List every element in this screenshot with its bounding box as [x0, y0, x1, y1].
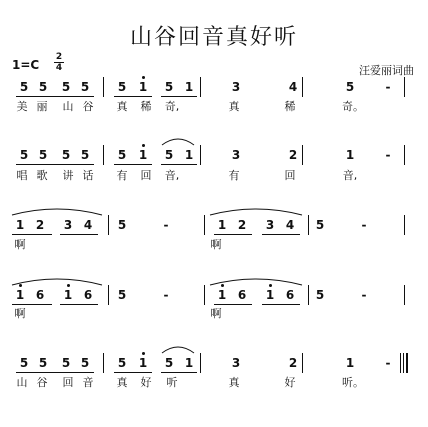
note: 5 [164, 356, 174, 370]
note: 1 [184, 356, 194, 370]
note: 1 [345, 356, 355, 370]
barline [108, 215, 109, 235]
lyric-syllable: 啊 [14, 307, 26, 320]
barline [103, 353, 104, 373]
note: 1 [265, 288, 275, 302]
lyric-syllable: 好 [284, 376, 296, 389]
note: 1 [138, 148, 148, 162]
lyric-syllable: 真 [228, 100, 240, 113]
note: - [163, 218, 169, 232]
slur [162, 136, 194, 146]
note: 2 [35, 218, 45, 232]
note: 5 [315, 288, 325, 302]
barline [404, 285, 405, 305]
note: 5 [38, 80, 48, 94]
eighth-underline [60, 234, 98, 235]
lyric-syllable: 回 [140, 169, 152, 182]
lyric-syllable: 讲 [62, 169, 74, 182]
lyric-syllable: 谷 [36, 376, 48, 389]
note: 3 [231, 356, 241, 370]
lyric-syllable: 有 [116, 169, 128, 182]
lyric-syllable: 真 [116, 376, 128, 389]
note: - [385, 148, 391, 162]
note: 5 [164, 80, 174, 94]
note: 6 [35, 288, 45, 302]
repeat-slur [12, 206, 102, 216]
eighth-underline [16, 164, 58, 165]
eighth-underline [161, 96, 197, 97]
note: - [385, 80, 391, 94]
note: - [385, 356, 391, 370]
note: 5 [117, 148, 127, 162]
lyric-syllable: 山 [62, 100, 74, 113]
barline [108, 285, 109, 305]
note: 5 [38, 148, 48, 162]
eighth-underline [114, 96, 152, 97]
barline [103, 145, 104, 165]
lyric-syllable: 山 [16, 376, 28, 389]
note: 6 [285, 288, 295, 302]
final-barline [403, 353, 404, 373]
note: 1 [217, 288, 227, 302]
lyric-syllable: 听。 [342, 376, 364, 389]
note: 5 [345, 80, 355, 94]
note: 5 [80, 80, 90, 94]
lyric-syllable: 话 [82, 169, 94, 182]
note: 5 [19, 148, 29, 162]
eighth-underline [214, 234, 252, 235]
lyric-syllable: 真 [116, 100, 128, 113]
eighth-underline [161, 372, 197, 373]
eighth-underline [262, 234, 300, 235]
slur [162, 344, 194, 354]
note: 4 [288, 80, 298, 94]
barline [308, 285, 309, 305]
note: 1 [184, 148, 194, 162]
barline [103, 77, 104, 97]
note: 5 [117, 356, 127, 370]
lyric-syllable: 啊 [210, 307, 222, 320]
repeat-slur [210, 276, 302, 286]
note: 6 [83, 288, 93, 302]
lyric-syllable: 稀 [284, 100, 296, 113]
eighth-underline [12, 304, 52, 305]
note: 1 [138, 80, 148, 94]
note: 5 [117, 288, 127, 302]
note: 5 [117, 218, 127, 232]
lyric-syllable: 唱 [16, 169, 28, 182]
eighth-underline [58, 164, 94, 165]
note: 5 [38, 356, 48, 370]
repeat-slur [210, 206, 302, 216]
eighth-underline [262, 304, 300, 305]
note: 3 [63, 218, 73, 232]
note: 2 [288, 148, 298, 162]
note: 3 [265, 218, 275, 232]
lyric-syllable: 回 [284, 169, 296, 182]
note: - [361, 218, 367, 232]
lyric-syllable: 丽 [36, 100, 48, 113]
barline [404, 215, 405, 235]
lyric-syllable: 听 [166, 376, 178, 389]
note: 5 [117, 80, 127, 94]
note: 1 [138, 356, 148, 370]
barline [302, 353, 303, 373]
high-octave-dot [142, 76, 145, 79]
eighth-underline [114, 372, 152, 373]
eighth-underline [12, 234, 52, 235]
note: - [361, 288, 367, 302]
time-signature-bottom: 4 [55, 63, 63, 73]
lyric-syllable: 音, [164, 169, 180, 182]
barline [302, 145, 303, 165]
barline [204, 285, 205, 305]
key-signature: 1=C [12, 58, 40, 72]
barline [404, 145, 405, 165]
time-signature-top: 2 [55, 52, 63, 62]
lyric-syllable: 音, [342, 169, 358, 182]
note: 2 [237, 218, 247, 232]
barline [200, 145, 201, 165]
note: 3 [231, 80, 241, 94]
note: 1 [15, 218, 25, 232]
barline [302, 77, 303, 97]
barline [404, 77, 405, 97]
lyric-syllable: 美 [16, 100, 28, 113]
note: 5 [61, 356, 71, 370]
note: 1 [184, 80, 194, 94]
eighth-underline [161, 164, 197, 165]
lyric-syllable: 音 [82, 376, 94, 389]
note: 4 [83, 218, 93, 232]
lyric-syllable: 谷 [82, 100, 94, 113]
lyric-syllable: 好 [140, 376, 152, 389]
lyric-syllable: 稀 [140, 100, 152, 113]
lyric-syllable: 啊 [14, 238, 26, 251]
note: - [163, 288, 169, 302]
note: 1 [345, 148, 355, 162]
high-octave-dot [142, 352, 145, 355]
eighth-underline [16, 96, 58, 97]
song-title: 山谷回音真好听 [129, 25, 298, 50]
barline [204, 215, 205, 235]
barline [200, 353, 201, 373]
note: 2 [288, 356, 298, 370]
note: 4 [285, 218, 295, 232]
note: 5 [61, 80, 71, 94]
eighth-underline [58, 96, 94, 97]
note: 1 [15, 288, 25, 302]
note: 5 [80, 148, 90, 162]
note: 1 [217, 218, 227, 232]
note: 5 [61, 148, 71, 162]
lyric-syllable: 奇, [164, 100, 180, 113]
lyric-syllable: 回 [62, 376, 74, 389]
lyric-syllable: 啊 [210, 238, 222, 251]
note: 6 [237, 288, 247, 302]
eighth-underline [58, 372, 94, 373]
note: 5 [19, 356, 29, 370]
eighth-underline [214, 304, 252, 305]
lyric-syllable: 奇。 [342, 100, 364, 113]
lyric-syllable: 真 [228, 376, 240, 389]
barline [200, 77, 201, 97]
barline [400, 353, 401, 373]
high-octave-dot [142, 144, 145, 147]
final-barline-thick [406, 353, 408, 373]
note: 5 [164, 148, 174, 162]
note: 5 [315, 218, 325, 232]
eighth-underline [60, 304, 98, 305]
eighth-underline [114, 164, 152, 165]
eighth-underline [16, 372, 58, 373]
repeat-slur [12, 276, 102, 286]
lyric-syllable: 歌 [36, 169, 48, 182]
barline [308, 215, 309, 235]
note: 5 [19, 80, 29, 94]
lyric-syllable: 有 [228, 169, 240, 182]
composer-credit: 汪爱丽词曲 [359, 64, 414, 77]
note: 3 [231, 148, 241, 162]
note: 1 [63, 288, 73, 302]
note: 5 [80, 356, 90, 370]
